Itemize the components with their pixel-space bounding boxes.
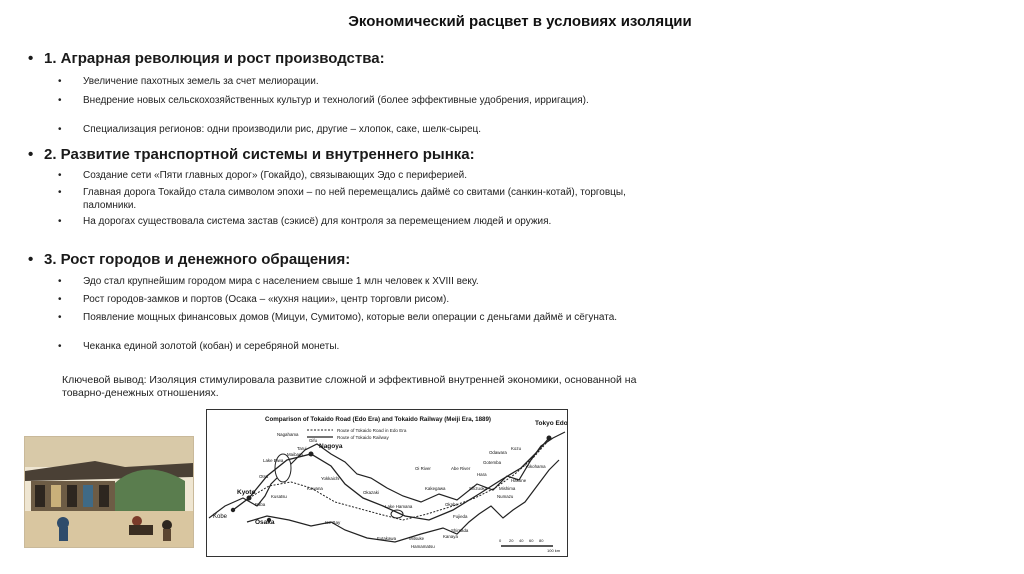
- section-heading-text: 3. Рост городов и денежного обращения:: [44, 251, 351, 268]
- list-item: • Главная дорога Токайдо стала символом эпохи – по ней перемещались даймё со свитами (санкин-котай), торговцы, паломники.: [58, 187, 626, 211]
- conclusion-text: Ключевой вывод: Изоляция стимулировала развитие сложной и эффективной внутренней экономики, основанной на товарно-денежных отношениях.: [62, 374, 637, 399]
- city-label: Gifu: [309, 438, 318, 443]
- city-label: Yokohama: [525, 464, 546, 469]
- bullet-icon: •: [58, 187, 62, 198]
- scale-label: 100 km: [547, 548, 561, 553]
- city-label: Odawara: [489, 450, 507, 455]
- section-heading-text: 2. Развитие транспортной системы и внутреннего рынка:: [44, 146, 475, 163]
- list-item: • Специализация регионов: одни производили рис, другие – хлопок, саке, шелк-сырец.: [58, 124, 482, 135]
- city-label: Otsu: [259, 474, 269, 479]
- city-label: Kozu: [511, 446, 522, 451]
- list-item: • Создание сети «Пяти главных дорог» (Гокайдо), связывающих Эдо с периферией.: [58, 170, 467, 181]
- city-label: Kakegawa: [425, 486, 446, 491]
- city-label: Mitsuke: [409, 536, 425, 541]
- bullet-icon: •: [58, 216, 62, 227]
- scale-label: 20: [509, 538, 514, 543]
- list-item: • На дорогах существовала система застав (сэкисё) для контроля за перемещением людей и оружия.: [58, 216, 552, 227]
- map-marker: [247, 496, 252, 501]
- scale-label: 0: [499, 538, 502, 543]
- woodblock-print-drawing: [25, 437, 193, 547]
- city-label: Lake Biwa: [263, 458, 284, 463]
- scale-label: 60: [529, 538, 534, 543]
- city-label: Ise Bay: [325, 520, 341, 525]
- city-label: Fujieda: [453, 514, 468, 519]
- coastline-south: [247, 460, 559, 542]
- map-marker: [547, 436, 552, 441]
- map-marker: [231, 508, 235, 512]
- city-label: Kusatsu: [271, 494, 287, 499]
- map-title: Comparison of Tokaido Road (Edo Era) and Tokaido Railway (Meiji Era, 1889): [265, 416, 491, 423]
- legend-road-label: Route of Tokaido Road in Edo Era: [337, 428, 407, 433]
- city-label: Maibara: [287, 452, 303, 457]
- scale-label: 40: [519, 538, 524, 543]
- city-label: Hara: [477, 472, 487, 477]
- list-item: • Внедрение новых сельскохозяйственных культур и технологий (более эффективные удобрения, ирригация).: [58, 95, 589, 106]
- bullet-icon: •: [58, 170, 62, 181]
- bullet-icon: •: [28, 251, 34, 268]
- section-heading-2: [28, 146, 475, 163]
- city-label: Tokyo Edo: [535, 420, 567, 427]
- city-label: Hamamatsu: [411, 544, 435, 549]
- bullet-icon: •: [28, 50, 34, 67]
- list-item: • Эдо стал крупнейшим городом мира с населением свыше 1 млн человек к XVIII веку.: [58, 276, 479, 287]
- bullet-icon: •: [58, 76, 62, 87]
- city-label: Nagoya: [319, 443, 343, 450]
- bullet-icon: •: [58, 124, 62, 135]
- legend-rail-label: Route of Tokaido Railway: [337, 435, 389, 440]
- city-label: Yokkaichi: [321, 476, 340, 481]
- city-label: Kobe: [213, 514, 228, 520]
- city-label: Kanaya: [443, 534, 458, 539]
- section-heading-1: [28, 50, 385, 67]
- city-label: Shimada: [451, 528, 469, 533]
- list-item: • Появление мощных финансовых домов (Мицуи, Сумитомо), которые вели операции с деньгами даймё и сёгуната.: [58, 312, 618, 323]
- city-label: Okabe: [445, 502, 458, 507]
- page-title: Экономический расцвет в условиях изоляции: [348, 13, 692, 30]
- city-label: Shizuoka: [469, 486, 488, 491]
- section-heading-3: [28, 251, 350, 268]
- bullet-icon: •: [58, 312, 62, 323]
- woodblock-print-image: [24, 436, 194, 548]
- section-heading-text: 1. Аграрная революция и рост производства:: [44, 50, 385, 67]
- tokaido-map-drawing: [207, 410, 567, 556]
- bullet-icon: •: [28, 146, 34, 163]
- list-item: • Чеканка единой золотой (кобан) и серебряной монеты.: [58, 341, 340, 352]
- city-label: Nagahama: [277, 432, 299, 437]
- bullet-icon: •: [58, 276, 62, 287]
- map-marker: [309, 452, 314, 457]
- city-label: Osaka: [255, 519, 275, 526]
- list-item: • Рост городов-замков и портов (Осака – «кухня нации», центр торговли рисом).: [58, 294, 450, 305]
- city-label: Futakawa: [377, 536, 397, 541]
- city-label: Mishima: [499, 486, 516, 491]
- city-label: Numazu: [497, 494, 514, 499]
- city-label: Gotemba: [483, 460, 502, 465]
- city-label: Hakone: [511, 478, 527, 483]
- city-label: Kuwana: [307, 486, 323, 491]
- scale-label: 80: [539, 538, 544, 543]
- city-label: Baba: [255, 502, 266, 507]
- city-label: Okazaki: [363, 490, 379, 495]
- list-item: • Увеличение пахотных земель за счет мелиорации.: [58, 76, 319, 87]
- city-label: Kyoto: [237, 489, 256, 496]
- city-label: Lake Hamana: [385, 504, 413, 509]
- bullet-icon: •: [58, 341, 62, 352]
- bullet-icon: •: [58, 95, 62, 106]
- city-label: Oi River: [415, 466, 431, 471]
- tokaido-map: [206, 409, 568, 557]
- bullet-icon: •: [58, 294, 62, 305]
- city-label: Tarui: [297, 446, 307, 451]
- city-label: Abe River: [451, 466, 471, 471]
